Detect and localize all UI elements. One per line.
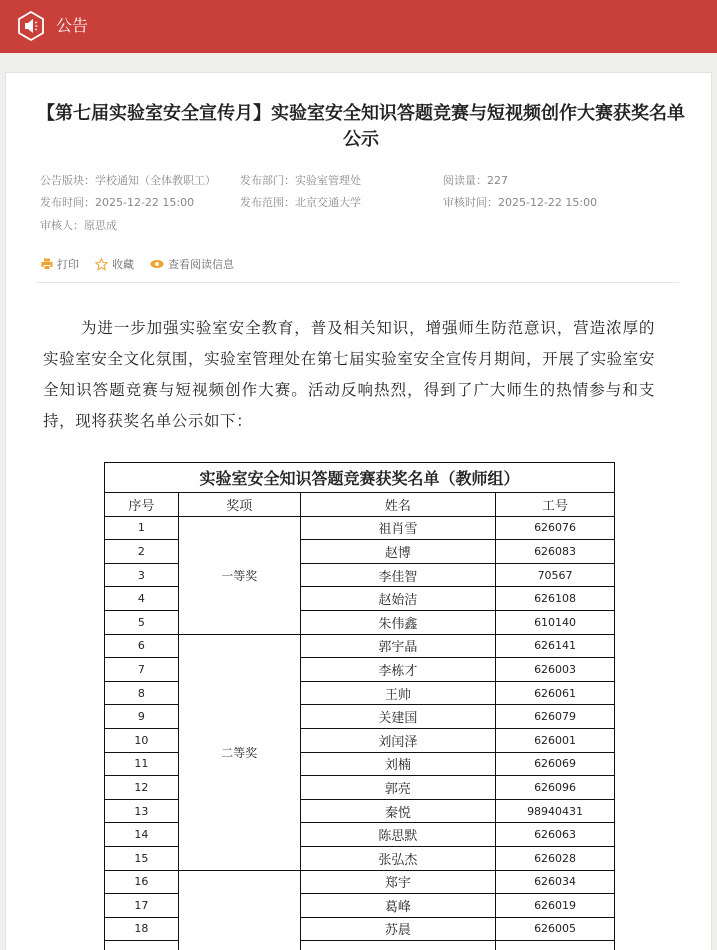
meta-publish-time: 发布时间：2025-12-22 15:00 <box>40 196 195 209</box>
cell-id: 626003 <box>496 658 615 682</box>
header-award: 奖项 <box>178 493 300 517</box>
cell-name: 朱伟鑫 <box>300 610 496 634</box>
cell-no: 12 <box>105 776 179 800</box>
cell-no: 16 <box>105 870 179 894</box>
cell-no: 4 <box>105 587 179 611</box>
cell-name: 刘闰泽 <box>300 728 496 752</box>
cell-no: 9 <box>105 705 179 729</box>
cell-name: 王帅 <box>300 681 496 705</box>
cell-name: 李佳智 <box>300 563 496 587</box>
cell-id: 626034 <box>496 870 615 894</box>
cell-name: 张弘杰 <box>300 846 496 870</box>
cell-name: 赵博 <box>300 540 496 564</box>
print-icon <box>41 258 53 270</box>
cell-name: 刘楠 <box>300 752 496 776</box>
article-title: 【第七届实验室安全宣传月】实验室安全知识答题竞赛与短视频创作大赛获奖名单公示 <box>37 103 685 150</box>
cell-id: 626005 <box>496 917 615 941</box>
cell-id: 626141 <box>496 634 615 658</box>
cell-no: 13 <box>105 799 179 823</box>
cell-no: 10 <box>105 728 179 752</box>
cell-id: 626108 <box>496 587 615 611</box>
cell-no: 7 <box>105 658 179 682</box>
cell-name: 陈思默 <box>300 823 496 847</box>
cell-id: 98940431 <box>496 799 615 823</box>
table-caption: 实验室安全知识答题竞赛获奖名单（教师组） <box>105 463 615 493</box>
cell-id: 626019 <box>496 894 615 918</box>
cell-name: 葛峰 <box>300 894 496 918</box>
cell-no <box>105 941 179 950</box>
meta-reviewer: 审核人：原思成 <box>40 219 117 232</box>
table-header-row <box>105 493 615 517</box>
table-caption-row <box>105 463 615 493</box>
cell-id: 626028 <box>496 846 615 870</box>
cell-id: 626061 <box>496 681 615 705</box>
header-name: 姓名 <box>300 493 496 517</box>
view-reads-button[interactable] <box>150 256 234 272</box>
cell-no: 18 <box>105 917 179 941</box>
table-row <box>105 870 615 894</box>
cell-id: 626079 <box>496 705 615 729</box>
cell-id: 610140 <box>496 610 615 634</box>
cell-id: 626076 <box>496 516 615 540</box>
cell-name: 郭宇晶 <box>300 634 496 658</box>
cell-no: 15 <box>105 846 179 870</box>
cell-no: 3 <box>105 563 179 587</box>
meta-department: 发布部门：实验室管理处 <box>240 174 361 187</box>
eye-icon <box>150 259 164 269</box>
announcement-card <box>5 72 712 950</box>
cell-award: 一等奖 <box>178 516 300 634</box>
cell-no: 17 <box>105 894 179 918</box>
cell-id: 626063 <box>496 823 615 847</box>
header-id: 工号 <box>496 493 615 517</box>
action-bar <box>41 256 250 272</box>
favorite-button[interactable] <box>95 256 134 272</box>
cell-id: 626096 <box>496 776 615 800</box>
page-title: 公告 <box>56 16 89 35</box>
star-icon <box>95 258 108 271</box>
header-no: 序号 <box>105 493 179 517</box>
cell-name: 苏晨 <box>300 917 496 941</box>
cell-id: 626001 <box>496 728 615 752</box>
cell-name: 秦悦 <box>300 799 496 823</box>
cell-no: 5 <box>105 610 179 634</box>
cell-name: 李栋才 <box>300 658 496 682</box>
cell-no: 8 <box>105 681 179 705</box>
article-paragraph: 为进一步加强实验室安全教育，普及相关知识，增强师生防范意识，营造浓厚的实验室安全文化氛围，实验室管理处在第七届实验室安全宣传月期间，开展了实验室安全知识答题竞赛与短视频创作大赛。活动反响热烈，得到了广大师生的热情参与和支持，现将获奖名单公示如下： <box>43 319 655 430</box>
cell-no: 1 <box>105 516 179 540</box>
meta-reads: 阅读量：227 <box>443 174 508 187</box>
meta-section: 公告版块：学校通知（全体教职工） <box>40 174 216 187</box>
meta-review-time: 审核时间：2025-12-22 15:00 <box>443 196 598 209</box>
cell-no: 14 <box>105 823 179 847</box>
cell-id <box>496 941 615 950</box>
cell-award: 二等奖 <box>178 634 300 870</box>
divider <box>36 282 679 283</box>
top-bar <box>0 0 717 53</box>
view-reads-label: 查看阅读信息 <box>168 258 234 271</box>
cell-name: 赵始洁 <box>300 587 496 611</box>
cell-award <box>178 870 300 950</box>
cell-name <box>300 941 496 950</box>
cell-id: 626069 <box>496 752 615 776</box>
print-label: 打印 <box>57 258 79 271</box>
cell-no: 6 <box>105 634 179 658</box>
cell-name: 郑宇 <box>300 870 496 894</box>
award-table <box>104 462 615 950</box>
table-row <box>105 634 615 658</box>
megaphone-icon <box>18 11 44 41</box>
cell-name: 关建国 <box>300 705 496 729</box>
cell-name: 祖肖雪 <box>300 516 496 540</box>
table-row <box>105 516 615 540</box>
cell-id: 70567 <box>496 563 615 587</box>
cell-no: 11 <box>105 752 179 776</box>
cell-id: 626083 <box>496 540 615 564</box>
meta-scope: 发布范围：北京交通大学 <box>240 196 361 209</box>
cell-no: 2 <box>105 540 179 564</box>
favorite-label: 收藏 <box>112 258 134 271</box>
cell-name: 郭亮 <box>300 776 496 800</box>
print-button[interactable] <box>41 256 79 272</box>
